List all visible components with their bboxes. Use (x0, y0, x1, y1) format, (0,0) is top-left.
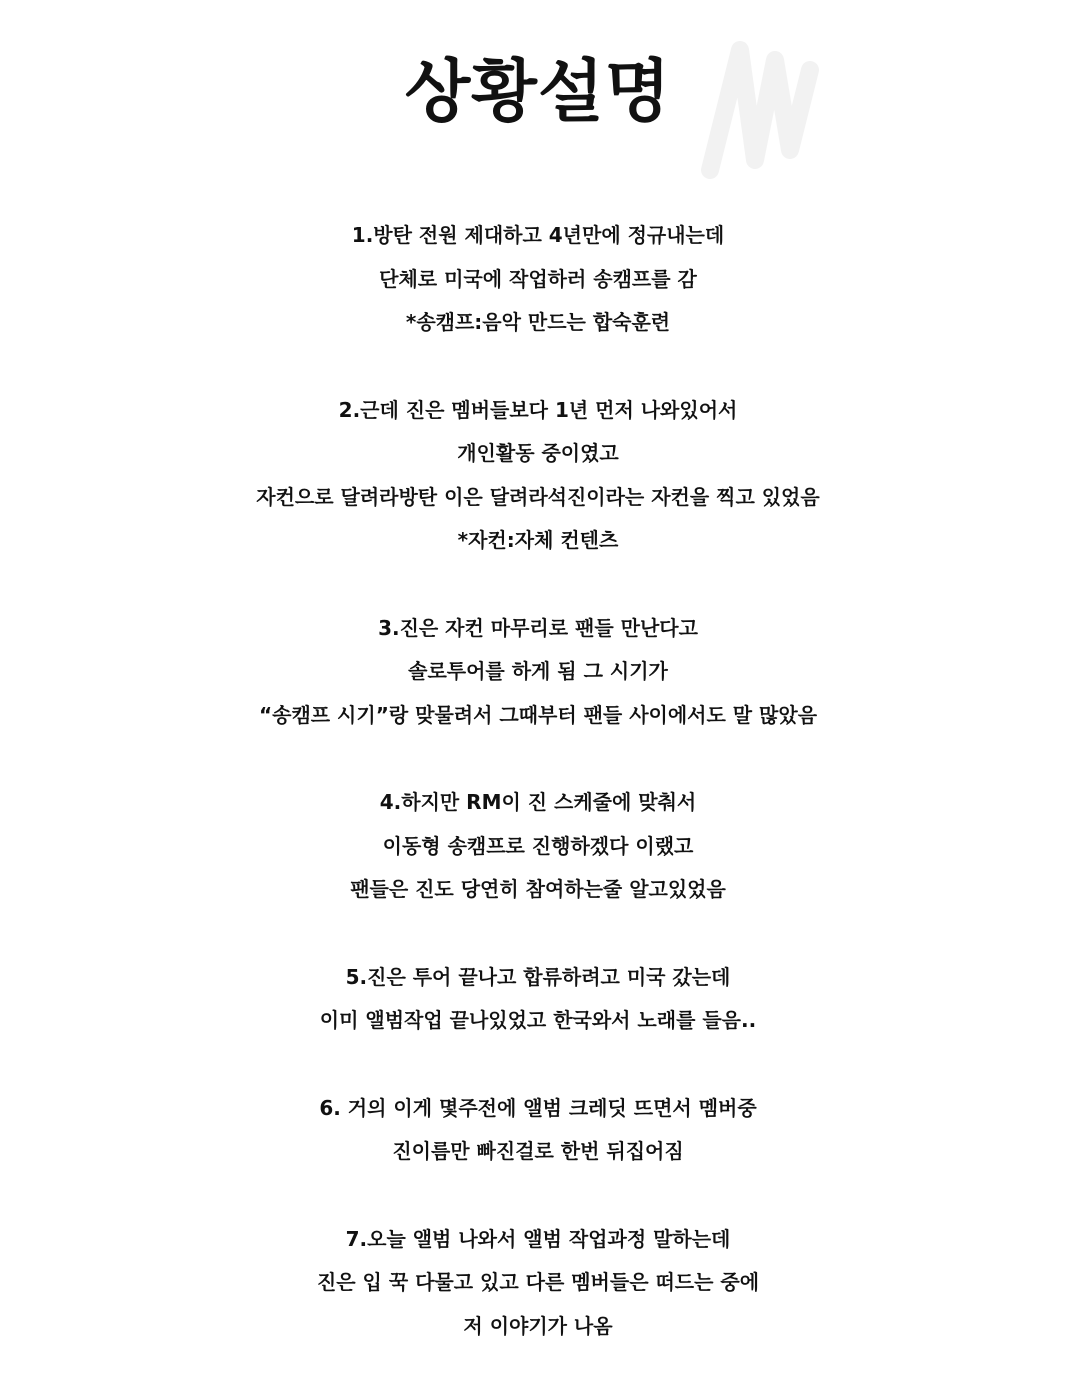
section-6 (0, 1087, 1076, 1174)
section-3-line-2: 솔로투어를 하게 됨 그 시기가 (408, 659, 668, 683)
section-5-line-2: 이미 앨범작업 끝나있었고 한국와서 노래를 들음.. (319, 1008, 757, 1032)
section-7-line-1: 7.오늘 앨범 나와서 앨범 작업과정 말하는데 (345, 1226, 731, 1251)
section-7-line-3: 저 이야기가 나옴 (463, 1313, 613, 1338)
section-2-line-2: 개인활동 중이였고 (457, 441, 619, 465)
section-2-line-3: 자컨으로 달려라방탄 이은 달려라석진이라는 자컨을 찍고 있었음 (256, 484, 820, 509)
section-1-line-2: 단체로 미국에 작업하러 송캠프를 감 (379, 266, 697, 291)
section-2-line-1: 2.근데 진은 멤버들보다 1년 먼저 나와있어서 (338, 397, 738, 422)
section-3-line-1: 3.진은 자컨 마무리로 팬들 만난다고 (378, 615, 698, 640)
section-4-line-3: 팬들은 진도 당연히 참여하는줄 알고있었음 (350, 877, 726, 901)
section-1 (0, 214, 1076, 345)
explanation-body (0, 214, 1076, 1392)
section-2-line-4: *자컨:자체 컨텐츠 (457, 528, 619, 552)
section-7 (0, 1218, 1076, 1349)
section-1-line-3: *송캠프:음악 만드는 합숙훈련 (405, 310, 671, 334)
section-3 (0, 607, 1076, 738)
page-title: 상황설명 (404, 53, 672, 132)
section-6-line-2: 진이름만 빠진걸로 한번 뒤집어짐 (392, 1139, 684, 1163)
section-4-line-1: 4.하지만 RM이 진 스케줄에 맞춰서 (379, 790, 697, 814)
section-2 (0, 389, 1076, 563)
section-4 (0, 781, 1076, 912)
section-5-line-1: 5.진은 투어 끝나고 합류하려고 미국 갔는데 (345, 964, 731, 989)
section-1-line-1: 1.방탄 전원 제대하고 4년만에 정규내는데 (351, 223, 725, 247)
section-3-line-3: “송캠프 시기”랑 맞물려서 그때부터 팬들 사이에서도 말 많았음 (258, 702, 818, 727)
section-4-line-2: 이동형 송캠프로 진행하겠다 이랬고 (382, 833, 694, 858)
section-6-line-1: 6. 거의 이게 몇주전에 앨범 크레딧 뜨면서 멤버중 (319, 1095, 757, 1120)
section-5 (0, 956, 1076, 1043)
section-7-line-2: 진은 입 꾹 다물고 있고 다른 멤버들은 떠드는 중에 (316, 1270, 760, 1294)
